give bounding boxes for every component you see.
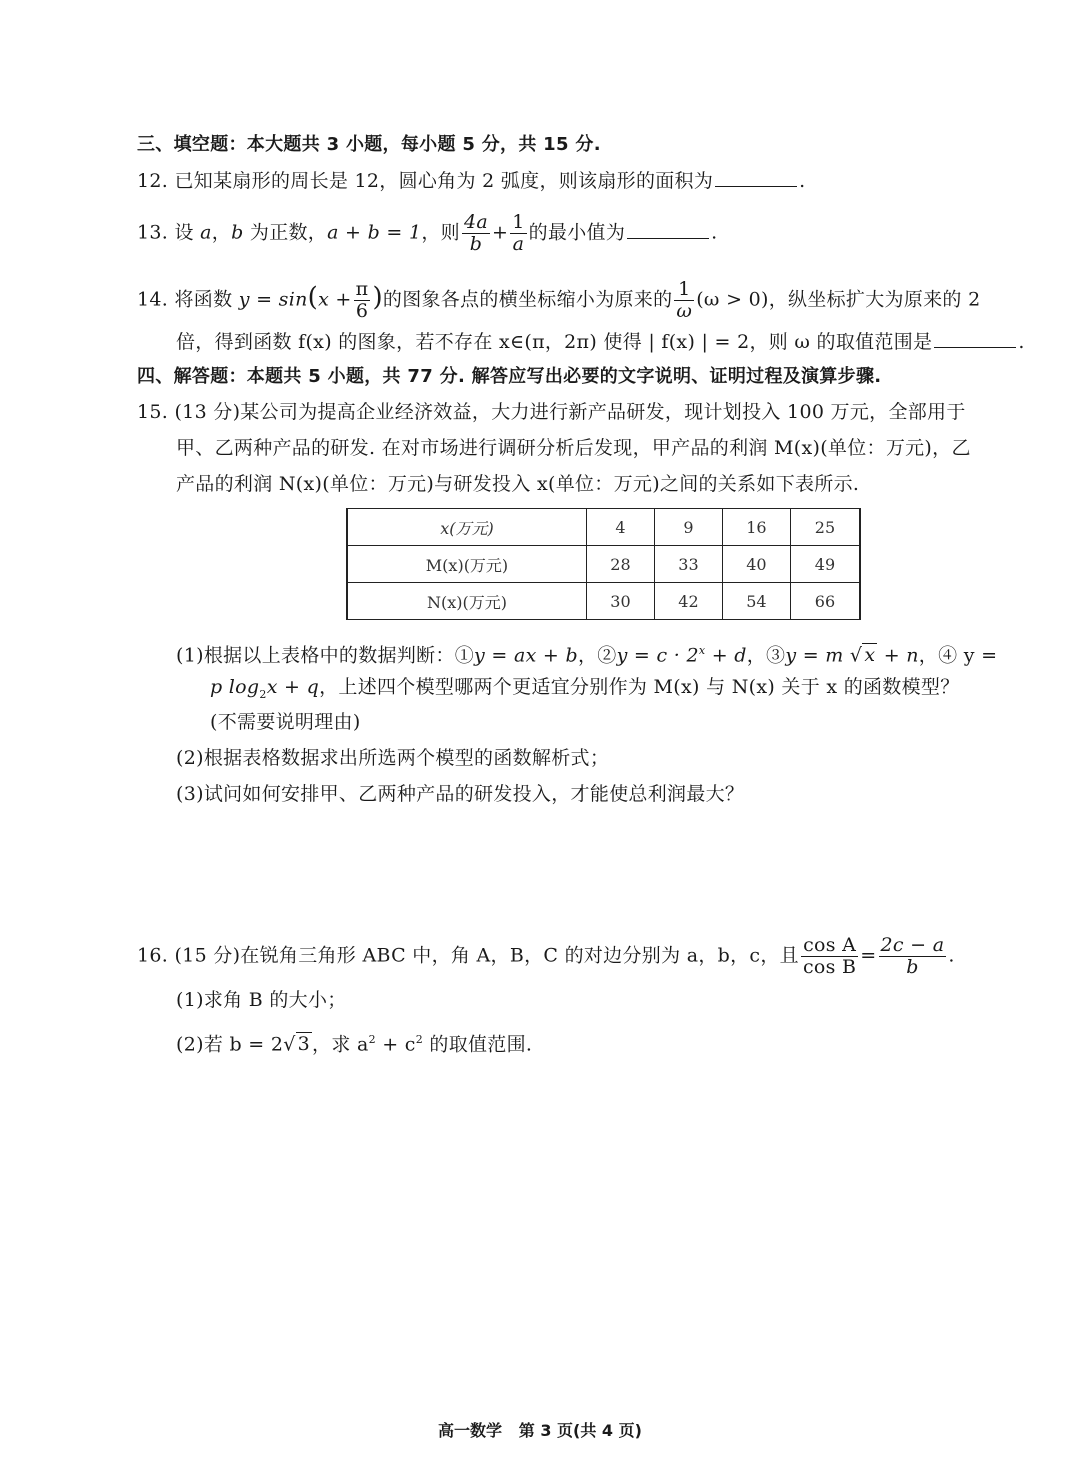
q16-p2-a: (2)若 b = 2 [176, 1033, 284, 1056]
q13-end: . [711, 221, 718, 244]
section-4-header: 四、解答题：本题共 5 小题，共 77 分. 解答应写出必要的文字说明、证明过程及演算步骤. [137, 366, 882, 387]
q16-p2-d: 的取值范围. [423, 1033, 533, 1056]
question-15-line-1 [137, 398, 966, 426]
q13-text-b: 为正数， [249, 221, 328, 244]
q13-text-a: 设 [174, 221, 194, 244]
section-3-header: 三、填空题：本大题共 3 小题，每小题 5 分，共 15 分. [137, 134, 601, 155]
q16-eq: = [860, 944, 877, 967]
q14-func-head: y = sin [238, 288, 308, 311]
table-row [347, 583, 860, 620]
q13-fraction-1-over-a [510, 212, 526, 255]
q14-inner-x: x + [318, 288, 352, 311]
q13-frac1-den: b [469, 233, 483, 255]
q14-answer-blank[interactable] [934, 329, 1016, 348]
q15-part-1-line-3: (不需要说明理由) [210, 711, 361, 733]
q14-text-c: ，纵坐标扩大为原来的 2 [768, 288, 981, 311]
q16-f1-num: cos A [801, 935, 858, 957]
q15-model-2a: y = c · 2 [616, 644, 699, 667]
q15-model-4-sub: 2 [259, 687, 267, 701]
q15-p1-c: ，③ [746, 644, 786, 667]
q15-p1-d: ，④ y = [918, 644, 998, 667]
question-15-line-2: 甲、乙两种产品的研发. 在对市场进行调研分析后发现，甲产品的利润 M(x)(单位：万元)，乙 [176, 437, 971, 459]
table-row [347, 546, 860, 583]
table-cell: 33 [654, 546, 722, 583]
q15-line1: (13 分)某公司为提高企业经济效益，大力进行新产品研发，现计划投入 100 万元，全部用于 [174, 401, 966, 423]
q14-close-paren: ) [372, 282, 383, 313]
question-14-line-2 [176, 328, 1025, 356]
q16-p2-sup1: 2 [368, 1033, 376, 1046]
q16-f1-den: cos B [802, 956, 857, 978]
table-cell: 54 [722, 583, 790, 620]
q15-p1-line2-c: ，上述四个模型哪两个更适宜分别作为 M(x) 与 N(x) 关于 x 的函数模型？ [319, 676, 960, 698]
question-15-line-3: 产品的利润 N(x)(单位：万元)与研发投入 x(单位：万元)之间的关系如下表所示. [176, 473, 860, 495]
table-header-cell: 9 [654, 509, 722, 546]
q15-p1-a: (1)根据以上表格中的数据判断：① [176, 644, 475, 667]
q13-comma: ， [211, 221, 232, 244]
question-16 [137, 935, 955, 978]
q12-end: . [799, 170, 806, 192]
q15-part-1-line-1: (1)根据以上表格中的数据判断：①y = ax + b，②y = $c \cdot 2^x + d$，③y = m √ x + n，④ y = [176, 644, 998, 667]
table-row-label: N(x)(万元) [347, 583, 587, 620]
q16-part-2: (2)若 b = 2√ 3 ，求 $a^2 + c^2$ 的取值范围. [176, 1033, 533, 1056]
q16-end: . [948, 944, 955, 967]
q14-text-b: 的图象各点的横坐标缩小为原来的 [382, 288, 673, 311]
q13-number: 13. [137, 221, 169, 244]
q15-data-table [346, 508, 861, 620]
q13-condition: a + b = 1 [327, 221, 422, 244]
q14-frac-den: ω [676, 300, 693, 322]
q14-text-a: 将函数 [174, 288, 233, 311]
q16-p2-sqrt: 3 [297, 1033, 311, 1056]
question-14-line-1 [137, 279, 980, 322]
table-header-x: x(万元) [347, 509, 587, 546]
q13-frac2-den: a [512, 233, 525, 255]
table-header-cell: 4 [587, 509, 655, 546]
q15-model-4a: p log [210, 676, 260, 698]
q16-f2-num: 2c − a [880, 934, 945, 956]
table-cell: 42 [654, 583, 722, 620]
q16-text-a: (15 分)在锐角三角形 ABC 中，角 A，B，C 的对边分别为 a，b，c，且 [174, 944, 799, 967]
q16-fraction-sides [879, 935, 947, 978]
footer-page: 第 3 页(共 4 页) [518, 1421, 642, 1440]
q16-p2-c: + c [375, 1033, 416, 1056]
q16-part-1: (1)求角 B 的大小； [176, 989, 347, 1011]
q14-fraction-pi-over-6 [354, 279, 371, 322]
q16-fraction-cos [801, 935, 858, 978]
q15-part-3: (3)试问如何安排甲、乙两种产品的研发投入，才能使总利润最大？ [176, 783, 745, 805]
q14-fraction-1-over-omega [674, 279, 694, 322]
q15-number: 15. [137, 401, 169, 423]
question-13 [137, 212, 718, 255]
q12-number: 12. [137, 170, 169, 192]
table-cell: 40 [722, 546, 790, 583]
q14-line2-text: 倍，得到函数 f(x) 的图象，若不存在 x∈(π，2π) 使得 | f(x) | = 2，则 ω 的取值范围是 [176, 331, 933, 353]
q13-answer-blank[interactable] [627, 220, 709, 239]
q15-model-4b: x + q [266, 676, 320, 698]
q13-plus: + [492, 221, 509, 244]
table-cell: 49 [790, 546, 860, 583]
q15-part-2: (2)根据表格数据求出所选两个模型的函数解析式； [176, 747, 610, 769]
table-cell: 66 [790, 583, 860, 620]
q13-frac2-num: 1 [512, 211, 525, 233]
table-header-cell: 25 [790, 509, 860, 546]
q16-f2-den: b [906, 956, 919, 978]
footer-subject: 高一数学 [438, 1421, 503, 1440]
q14-frac-num: 1 [674, 279, 694, 301]
question-12 [137, 167, 806, 195]
q16-number: 16. [137, 944, 169, 967]
q15-part-1-line-2 [210, 673, 960, 709]
q13-frac1-num: 4a [463, 211, 489, 233]
q15-p1-b: ，② [577, 644, 617, 667]
q15-model-3b: + n [877, 644, 919, 667]
q12-text: 已知某扇形的周长是 12，圆心角为 2 弧度，则该扇形的面积为 [174, 170, 714, 192]
q13-var-b: b [231, 221, 244, 244]
q12-answer-blank[interactable] [715, 168, 797, 187]
q13-text-c: ，则 [421, 221, 460, 244]
table-row-label: M(x)(万元) [347, 546, 587, 583]
page-footer [0, 1418, 1080, 1441]
q13-fraction-4a-over-b [462, 212, 490, 255]
q16-p2-sup2: 2 [415, 1033, 424, 1046]
q14-end: . [1018, 331, 1025, 353]
q13-var-a: a [200, 221, 212, 244]
q14-pi: π [355, 278, 369, 300]
q14-number: 14. [137, 288, 169, 311]
q14-condition: (ω > 0) [696, 288, 769, 311]
q16-p2-b: ，求 a [312, 1033, 369, 1056]
q14-six: 6 [355, 300, 369, 322]
q15-model-3a: y = m [785, 644, 844, 667]
q15-model-2b: + d [705, 644, 747, 667]
table-cell: 30 [587, 583, 655, 620]
q13-text-d: 的最小值为 [528, 221, 626, 244]
table-header-row [347, 509, 860, 546]
table-cell: 28 [587, 546, 655, 583]
table-header-cell: 16 [722, 509, 790, 546]
q14-open-paren: ( [307, 282, 319, 313]
q15-model-1: y = ax + b [474, 644, 578, 667]
q15-model-3-sqrt: x [864, 644, 876, 667]
q15-model-2-sup: x [698, 644, 706, 657]
